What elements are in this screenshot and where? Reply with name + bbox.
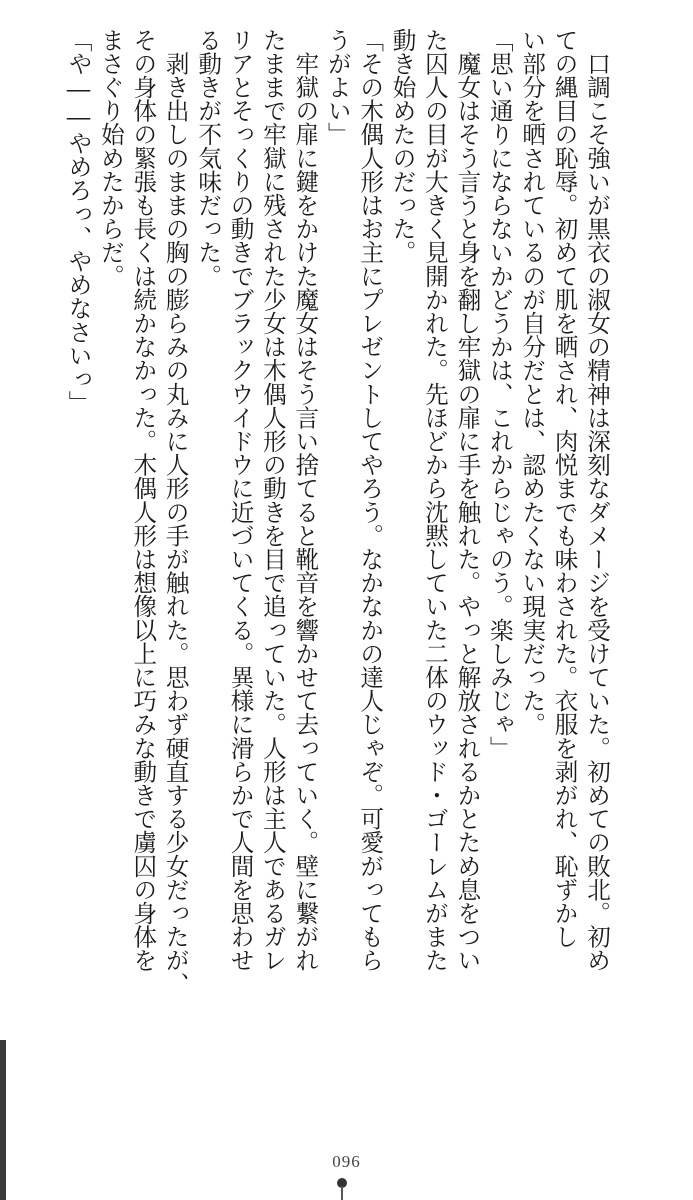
vertical-body-text — [62, 28, 613, 1028]
page-indicator-stem — [341, 1186, 343, 1200]
text-line: い部分を晒されているのが自分だとは、認めたくない現実だった。 — [518, 28, 547, 736]
page-number: 096 — [332, 1152, 361, 1171]
text-line: 「その木偶人形はお主にプレゼントしてやろう。なかなかの達人じゃぞ。可愛がってもら — [356, 28, 385, 972]
text-line: 剥き出しのままの胸の膨らみの丸みに人形の手が触れた。思わず硬直する少女だったが、 — [161, 28, 190, 996]
page-edge-bar — [0, 1040, 6, 1200]
text-line: 口調こそ強いが黒衣の淑女の精神は深刻なダメージを受けていた。初めての敗北。初め — [583, 28, 611, 972]
text-line: る動きが不気味だった。 — [194, 28, 223, 288]
text-line: 魔女はそう言うと身を翻し牢獄の扉に手を触れた。やっと解放されるかとため息をつい — [453, 28, 482, 972]
text-line: うがよい」 — [323, 28, 352, 146]
text-line: たままで牢獄に残された少女は木偶人形の動きを目で追っていた。人形は主人であるガレ — [258, 28, 287, 972]
text-line: その身体の緊張も長くは続かなかった。木偶人形は想像以上に巧みな動きで虜囚の身体を — [129, 28, 158, 972]
text-line: 動き始めたのだった。 — [388, 28, 417, 264]
text-line: た囚人の目が大きく見開かれた。先ほどから沈黙していた二体のウッド・ゴーレムがまた — [420, 28, 449, 972]
text-line: 牢獄の扉に鍵をかけた魔女はそう言い捨てると靴音を響かせて去っていく。壁に繋がれ — [291, 28, 320, 972]
text-line: 「思い通りにならないかどうかは、これからじゃのう。楽しみじゃ」 — [485, 28, 514, 760]
text-line: 「や――やめろっ、やめなさいっ」 — [64, 28, 93, 415]
text-line: リアとそっくりの動きでブラックウイドウに近づいてくる。異様に滑らかで人間を思わせ — [226, 28, 255, 972]
text-line: まさぐり始めたからだ。 — [96, 28, 125, 288]
text-line: ての縄目の恥辱。初めて肌を晒され、肉悦までも味わされた。衣服を剥がれ、恥ずかし — [550, 28, 579, 949]
